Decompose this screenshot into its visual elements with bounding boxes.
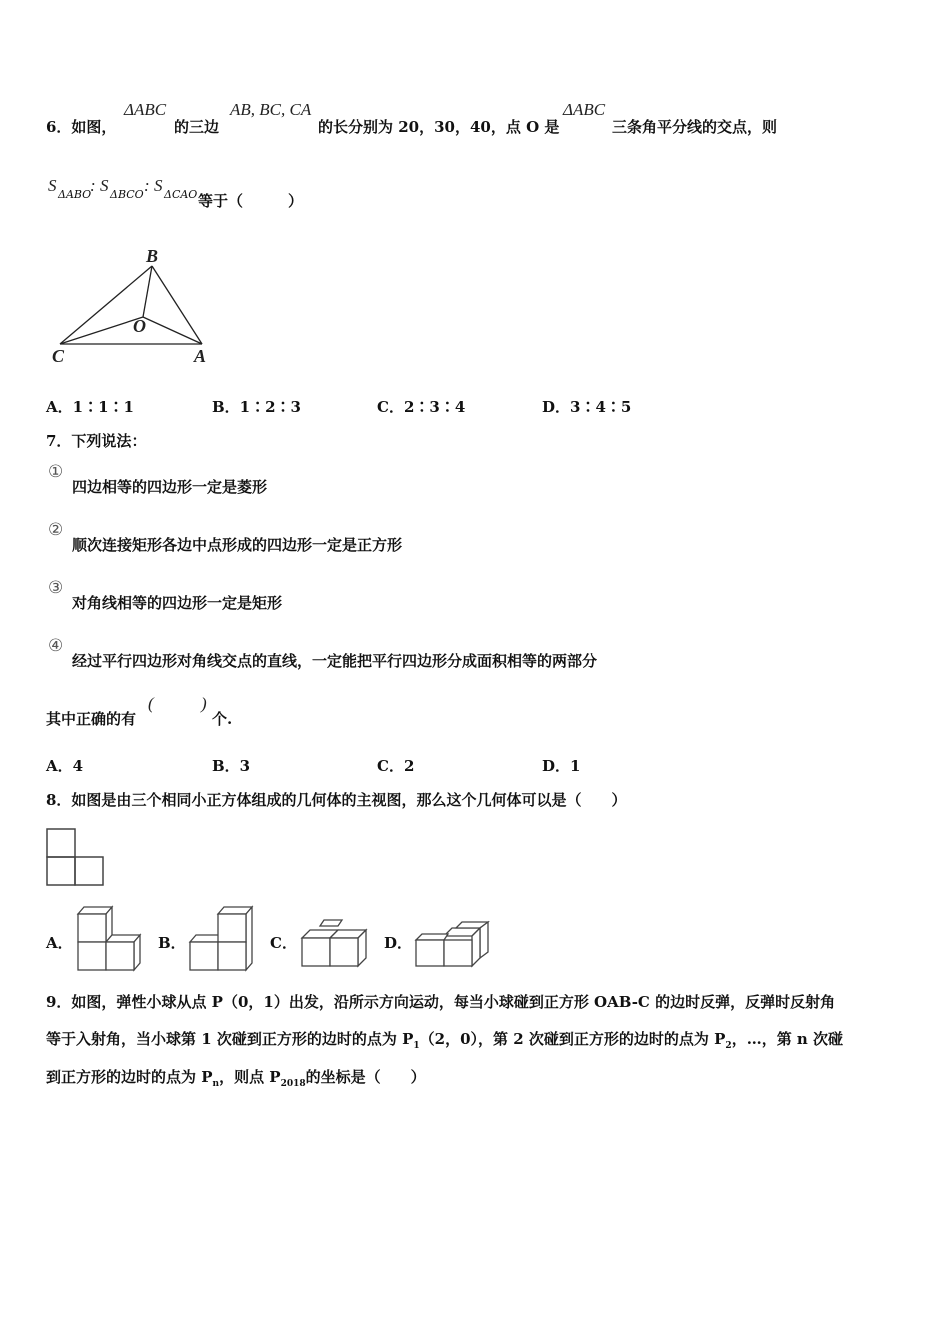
- q6-triangle-abc-2: ΔABC: [563, 100, 606, 119]
- q6-mid1: 的三边: [174, 118, 220, 136]
- q7-option-d[interactable]: D．1: [542, 757, 581, 775]
- q9-line3-pre: 到正方形的边时的点为 P: [46, 1068, 213, 1086]
- q9-line2-post: ，…，第 n 次碰: [731, 1030, 844, 1048]
- q7-option-b[interactable]: B．3: [212, 757, 251, 775]
- q6-lead: 6．如图，: [46, 118, 117, 136]
- q7-item-2-mark: ②: [48, 520, 64, 540]
- ratio-sep2: :: [144, 176, 150, 195]
- q7-paren-close: ): [201, 694, 207, 713]
- ratio-s3: S: [154, 176, 163, 195]
- ratio-s1: S: [48, 176, 57, 195]
- q6-mid2: 的长分别为 20，30，40，点 O 是: [318, 118, 560, 136]
- q9-line2-pre: 等于入射角，当小球第 1 次碰到正方形的边时的点为 P: [46, 1030, 414, 1048]
- q7-item-3-text: 对角线相等的四边形一定是矩形: [72, 594, 283, 612]
- q6-triangle-figure: [46, 244, 226, 370]
- q8-stem: 8．如图是由三个相同小正方体组成的几何体的主视图，那么这个几何体可以是（ ）: [46, 791, 627, 809]
- ratio-sub3: ΔCAO: [164, 188, 198, 201]
- q9-line3-post: 的坐标是（ ）: [305, 1068, 426, 1086]
- q6-option-a[interactable]: A．1∶1∶1: [46, 398, 134, 416]
- q6-line1: [46, 100, 906, 140]
- q7-item-1: [48, 462, 648, 494]
- q6-ratio-line: [48, 176, 348, 212]
- q6-sides: AB, BC, CA: [230, 100, 312, 119]
- q6-option-d[interactable]: D．3∶4∶5: [542, 398, 632, 416]
- q9-line3-mid: ，则点 P: [219, 1068, 281, 1086]
- q7-option-c[interactable]: C．2: [377, 757, 415, 775]
- q8-option-d-label[interactable]: D．: [384, 934, 413, 952]
- ratio-s2: S: [100, 176, 109, 195]
- q9-p2018-sub: 2018: [280, 1079, 306, 1089]
- q7-item-1-text: 四边相等的四边形一定是菱形: [72, 478, 268, 496]
- q6-tail: 三条角平分线的交点，则: [612, 118, 778, 136]
- q9-p1-sub: 1: [413, 1041, 420, 1051]
- label-o: O: [133, 316, 146, 336]
- ratio-sep1: :: [90, 176, 96, 195]
- q9-line3: [46, 1066, 426, 1089]
- ratio-tail: 等于（ ）: [198, 192, 304, 210]
- ratio-sub2: ΔBCO: [110, 188, 144, 201]
- q9-p2-sub: 2: [725, 1041, 732, 1051]
- q8-option-c-figure[interactable]: [298, 916, 370, 972]
- q8-option-d-figure[interactable]: [412, 918, 492, 972]
- q7-item-2-text: 顺次连接矩形各边中点形成的四边形一定是正方形: [72, 536, 403, 554]
- q7-item-4-text: 经过平行四边形对角线交点的直线，一定能把平行四边形分成面积相等的两部分: [72, 652, 598, 670]
- q7-summary: [46, 694, 346, 728]
- q6-triangle-abc: ΔABC: [124, 100, 167, 119]
- q7-stem: 7．下列说法：: [46, 432, 147, 450]
- q9-line2: [46, 1028, 906, 1051]
- q6-option-b[interactable]: B．1∶2∶3: [212, 398, 301, 416]
- q8-front-view-figure: [46, 828, 104, 886]
- q8-option-a-figure[interactable]: [74, 902, 144, 972]
- q6-option-c[interactable]: C．2∶3∶4: [377, 398, 466, 416]
- q9-line1: 9．如图，弹性小球从点 P（0，1）出发，沿所示方向运动，每当小球碰到正方形 OAB-C 的边时反弹，反弹时反射角: [46, 993, 836, 1011]
- q7-option-a[interactable]: A．4: [46, 757, 84, 775]
- q7-item-4: [48, 636, 748, 668]
- q7-item-1-mark: ①: [48, 462, 64, 482]
- q7-item-4-mark: ④: [48, 636, 64, 656]
- q9-line2-mid: （2，0），第 2 次碰到正方形的边时的点为 P: [419, 1030, 726, 1048]
- ratio-sub1: ΔABO: [58, 188, 92, 201]
- q7-item-3-mark: ③: [48, 578, 64, 598]
- q8-option-a-label[interactable]: A．: [46, 934, 73, 952]
- label-a: A: [194, 346, 207, 366]
- q7-summary-post: 个.: [212, 710, 233, 728]
- q8-option-c-label[interactable]: C．: [270, 934, 297, 952]
- q7-item-3: [48, 578, 648, 610]
- label-b: B: [146, 246, 159, 266]
- q8-option-b-figure[interactable]: [186, 902, 256, 972]
- label-c: C: [52, 346, 65, 366]
- q7-paren-open: (: [148, 694, 154, 713]
- q9-pn-sub: n: [212, 1079, 220, 1089]
- q7-summary-pre: 其中正确的有: [46, 710, 137, 728]
- q7-item-2: [48, 520, 648, 552]
- q8-option-b-label[interactable]: B．: [158, 934, 186, 952]
